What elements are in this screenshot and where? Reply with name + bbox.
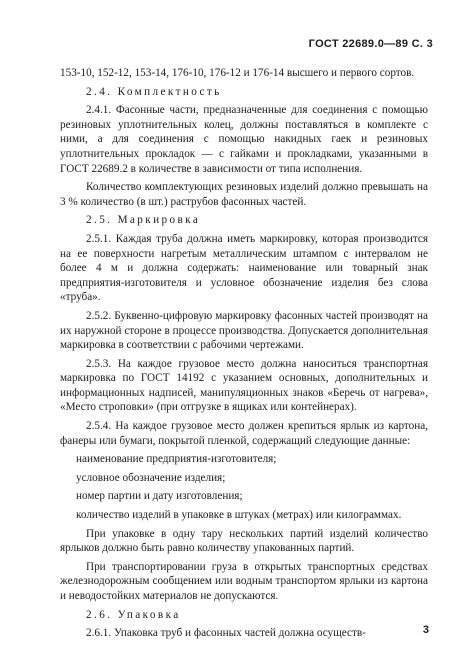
list-item: условное обозначение изделия; bbox=[76, 471, 226, 484]
list-item: номер партии и дату изготовления; bbox=[76, 490, 243, 503]
paragraph-2-5-2: 2.5.2. Буквенно-цифровую маркировку фасонных частей производят на их наружной стороне в процессе производства. Допускается дополнительная маркировка в соответствии с рабочими чертежами. bbox=[60, 309, 428, 352]
paragraph-continuation: 153-10, 152-12, 153-14, 176-10, 176-12 и 176-14 высшего и первого сортов. bbox=[60, 67, 415, 79]
paragraph-rubber-quantity: Количество комплектующих резиновых изделий должно превышать на 3 % количество (в шт.) раструбов фасонных частей. bbox=[60, 181, 428, 208]
section-heading-2-4: 2.4. Комплектность bbox=[86, 85, 222, 98]
paragraph-2-5-3: 2.5.3. На каждое грузовое место должна наноситься транспортная маркировка по ГОСТ 14192 с указанием основных, дополнительных и информационных надписей, манипуляционных знаков «Беречь от нагрева», «Место строповки» (при отгрузке в ящиках или контейнерах). bbox=[60, 357, 428, 414]
list-item: наименование предприятия-изготовителя; bbox=[76, 453, 277, 466]
paragraph-2-5-4: 2.5.4. На каждое грузовое место должен крепиться ярлык из картона, фанеры или бумаги, покрытой пленкой, содержащий следующие данные: bbox=[60, 420, 428, 447]
page-header: ГОСТ 22689.0—89 С. 3 bbox=[308, 38, 433, 50]
section-heading-2-6: 2.6. Упаковка bbox=[86, 608, 181, 621]
section-heading-2-5: 2.5. Маркировка bbox=[86, 214, 201, 227]
page-number: 3 bbox=[422, 624, 429, 636]
paragraph-labels-count: При упаковке в одну тару нескольких партий изделий количество ярлыков должно быть равно количеству упакованных партий. bbox=[60, 527, 428, 555]
paragraph-2-6-1: 2.6.1. Упаковка труб и фасонных частей должна осуществ- bbox=[86, 627, 366, 640]
paragraph-2-5-1: 2.5.1. Каждая труба должна иметь маркировку, которая производится на ее поверхности нагретым металлическим штампом с интервалом не более 4 м и должна содержать: наименование или товарный знак предприятия-изготовителя и условное обозначение изделия без слова «труба». bbox=[60, 232, 428, 304]
list-item: количество изделий в упаковке в штуках (метрах) или килограммах. bbox=[76, 509, 402, 522]
paragraph-2-4-1: 2.4.1. Фасонные части, предназначенные для соединения с помощью резиновых уплотнительных колец, должны поставляться в комплекте с ними, а для соединения с помощью накидных гаек и резиновых уплотнительных прокладок — с гайками и прокладками, указанными в ГОСТ 22689.2 в количестве в зависимости от типа исполнения. bbox=[60, 104, 428, 175]
paragraph-transport: При транспортировании груза в открытых транспортных средствах железнодорожным сообщением или водным транспортом ярлыки из картона и неводостойких материалов не допускаются. bbox=[60, 560, 428, 602]
document-body bbox=[60, 66, 428, 645]
